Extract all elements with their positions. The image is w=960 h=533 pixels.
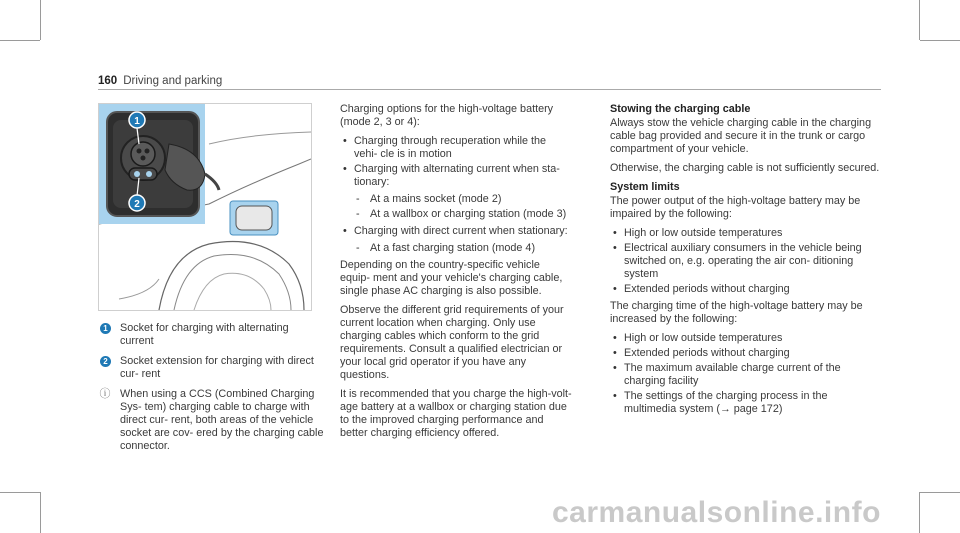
bullet-list: [610, 227, 880, 296]
watermark: carmanualsonline.info: [552, 496, 881, 529]
crop-mark: [40, 0, 41, 40]
paragraph: The power output of the high-voltage battery may be impaired by the following:: [610, 195, 861, 220]
info-icon: ⓘ: [99, 388, 111, 400]
paragraph: Otherwise, the charging cable is not sufficiently secured.: [610, 162, 880, 174]
list-item: • The maximum available charge current of the charging facility: [610, 362, 880, 388]
list-item: • Charging with alternating current when sta- tionary:: [340, 163, 572, 189]
caption-text: Socket for charging with alternating current: [120, 322, 289, 347]
charging-socket-figure: [98, 103, 312, 311]
right-column: [610, 103, 880, 420]
list-item: • Extended periods without charging: [610, 347, 880, 360]
section-heading: System limits: [610, 181, 680, 193]
list-item: • Extended periods without charging: [610, 283, 880, 296]
list-item: • High or low outside temperatures: [610, 332, 880, 345]
crop-mark: [0, 40, 40, 41]
dash-list: [340, 242, 572, 255]
vehicle-illustration: [99, 104, 311, 310]
caption-2: [98, 355, 324, 381]
bullet-list: [610, 332, 880, 416]
number-badge-1: 1: [100, 323, 111, 334]
crop-mark: [40, 492, 41, 533]
list-item: • The settings of the charging process in the multimedia system (→ page 172): [610, 390, 880, 416]
list-item: • High or low outside temperatures: [610, 227, 880, 240]
number-badge-2: 2: [100, 356, 111, 367]
crop-mark: [920, 492, 960, 493]
callout-1: 1: [134, 116, 140, 127]
list-item: • Electrical auxiliary consumers in the vehicle being switched on, e.g. operating the air con- ditioning system: [610, 242, 880, 281]
paragraph: The charging time of the high-voltage battery may be increased by the following:: [610, 300, 863, 325]
crop-mark: [0, 492, 40, 493]
section-heading: Stowing the charging cable: [610, 103, 751, 115]
paragraph: Charging options for the high-voltage battery (mode 2, 3 or 4):: [340, 103, 554, 128]
dash-list: [340, 193, 572, 221]
list-item: - At a wallbox or charging station (mode 3): [340, 208, 572, 221]
note-text: When using a CCS (Combined Charging Sys- tem) charging cable to charge with direct cur- rent, both areas of the vehicle socket are cov- ered by the charging cable connector.: [120, 388, 324, 452]
paragraph: Always stow the vehicle charging cable in the charging cable bag provided and secure it in the trunk or cargo compartment of your vehicle.: [610, 117, 872, 155]
crop-mark: [919, 492, 920, 533]
page-header: [98, 75, 222, 87]
caption-text: Socket extension for charging with direct cur- rent: [120, 355, 314, 380]
list-item: - At a mains socket (mode 2): [340, 193, 572, 206]
crop-mark: [919, 0, 920, 40]
callout-2: 2: [134, 199, 140, 210]
bullet-list: [340, 135, 572, 189]
middle-column: [340, 103, 572, 446]
caption-1: [98, 322, 324, 348]
header-divider: [98, 89, 881, 90]
list-item: • Charging with direct current when stationary:: [340, 225, 572, 238]
paragraph: It is recommended that you charge the high-volt- age battery at a wallbox or charging station due to the improved charging performance and better charging efficiency offered.: [340, 388, 572, 439]
section-title: Driving and parking: [123, 75, 223, 87]
list-item: • Charging through recuperation while the vehi- cle is in motion: [340, 135, 572, 161]
crop-mark: [920, 40, 960, 41]
page-number: 160: [98, 75, 118, 87]
paragraph: Observe the different grid requirements of your current location when charging. Only use charging cables which conform to the grid requirements. Consult a qualified electrician or your local grid operator if you have any questions.: [340, 304, 564, 381]
list-item: - At a fast charging station (mode 4): [340, 242, 572, 255]
bullet-list: [340, 225, 572, 238]
note: [98, 388, 324, 453]
paragraph: Depending on the country-specific vehicle equip- ment and your vehicle's charging cable, single phase AC charging is also possible.: [340, 259, 563, 297]
left-column: [98, 322, 324, 460]
